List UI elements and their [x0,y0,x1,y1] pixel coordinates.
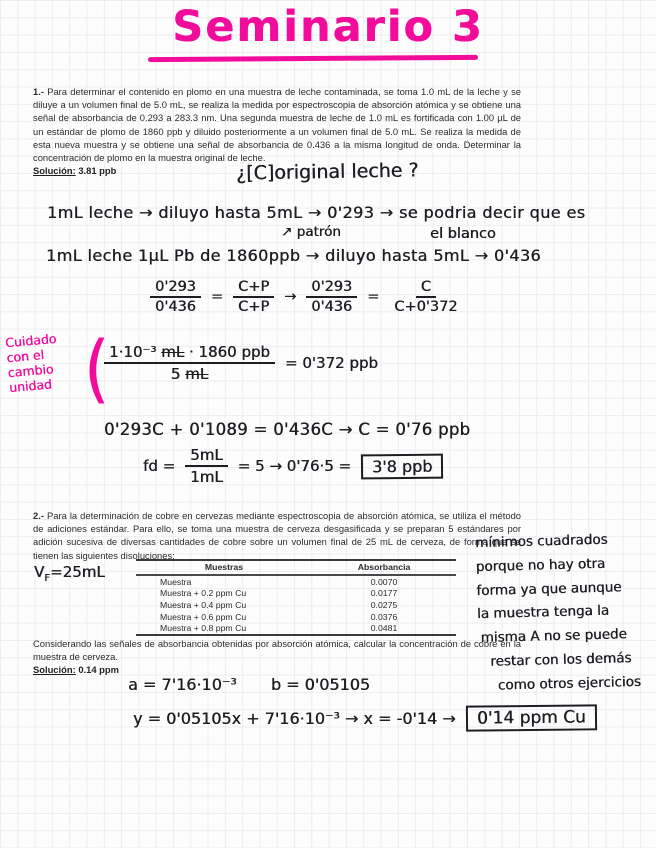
fraction-numerator: C+P [233,279,274,298]
vf-value: =25mL [50,563,105,581]
margin-note-line: forma ya que aunque [476,578,622,599]
absorbance-table [136,559,456,636]
absorbance-value: 0.0376 [370,611,398,622]
work-line-spiked: 1mL leche 1µL Pb de 1860ppb → diluyo hasta 5mL → 0'436 [46,246,541,265]
page-title: Seminario 3 [172,2,484,52]
fraction-numerator: 5mL [185,446,228,467]
equals-sign: = [367,289,380,305]
work-line-final-p1 [143,446,443,486]
problem2-closing: Considerando las señales de absorbancia obtenidas por absorción atómica, calcular la concentración de cobre en la muestra de cerveza. [33,638,521,663]
fraction-dilution-factor [185,446,228,486]
margin-note-line: como otros ejercicios [497,673,642,694]
table-row [136,611,456,623]
problem1-solution-value: 3.81 ppb [78,165,117,177]
cancelled-unit: mL [161,343,185,361]
fraction-numerator: C [416,279,436,298]
problem1-solution-label: Solución: [33,165,76,177]
absorbance-value: 0.0481 [370,623,398,634]
vf-note [34,563,105,584]
vf-subscript: F [44,573,51,584]
caution-brace: ( [84,327,109,413]
calculation-text: = 5 → 0'76·5 = [237,457,352,475]
fraction-denominator: C+P [238,299,270,315]
table-row [136,622,456,635]
problem2-closing-block [33,637,521,675]
fraction-dilution [104,343,275,383]
margin-note-line: la muestra tenga la [476,603,610,623]
coefficient-a: a = 7'16·10⁻³ [128,675,237,694]
coefficient-b: b = 0'05105 [270,675,371,694]
margin-note-line: misma A no se puede [480,626,628,647]
margin-notes [475,528,641,699]
work-line-solve-c: 0'293C + 0'1089 = 0'436C → C = 0'76 ppb [104,420,471,439]
volume-value: 5 [170,365,186,383]
handwritten-question: ¿[C]original leche ? [235,159,419,185]
problem2-number: 2.- [33,510,44,521]
caution-line: Cuidado [4,330,57,351]
absorbance-value: 0.0177 [370,588,398,599]
problem2-block [33,509,521,562]
fraction-concentration-solved [389,279,462,315]
sample-name: Muestra + 0.8 ppm Cu [160,623,247,634]
title-underline [148,55,478,62]
table-row [136,588,456,600]
problem1-number: 1.- [33,86,44,97]
fraction-denominator: 0'436 [155,299,196,315]
ratio-equation [150,279,462,315]
absorbance-value: 0.0070 [370,576,398,587]
boxed-answer-p1: 3'8 ppb [361,453,444,479]
boxed-answer-p2: 0'14 ppm Cu [466,704,597,731]
margin-note-line: porque no hay otra [475,555,606,575]
table-header-absorbancia: Absorbancia [312,560,456,575]
caution-line: cambio [7,361,54,381]
sample-name: Muestra + 0.4 ppm Cu [160,599,247,610]
fraction-absorbances-2 [306,279,357,315]
problem2-solution [33,664,521,675]
fraction-concentrations [233,279,274,315]
dilution-result: = 0'372 ppb [284,354,378,372]
work-line-final-p2 [133,705,596,731]
margin-note-line: mínimos cuadrados [474,531,608,552]
equals-sign: = [210,289,224,305]
concentration-value: · 1860 ppb [184,343,270,361]
problem1-statement [33,85,521,164]
regression-equation: y = 0'05105x + 7'16·10⁻³ → x = -0'14 → [133,708,456,728]
fraction-absorbances [150,279,201,315]
sample-name: Muestra [160,576,192,587]
margin-note-line: restar con los demás [490,650,632,670]
sample-name: Muestra + 0.2 ppm Cu [160,588,247,599]
work-line-dilution-blank: 1mL leche → diluyo hasta 5mL → 0'293 → se podria decir que es [47,203,586,222]
caution-line: con el [5,347,45,366]
volume-value: 1·10⁻³ [109,343,162,361]
problem1-statement-text: Para determinar el contenido en plomo en una muestra de leche contaminada, se toma 1.0 mL de la leche y se diluye a un volumen final de 5.0 mL, se realiza la medida por espectroscopia de absorción atómica y se obtiene una señal de absorbancia de 0.293 a 283.3 nm. Una segunda muestra de leche de 1.0 mL es fortificada con 1.00 µL de un estándar de plomo de 1860 ppb y diluido posteriormente a un volumen final de 5.0 mL. Se realiza la medida de esta nueva muestra y se obtiene una señal de absorbancia de 0.436 a la misma longitud de onda. Determinar la concentración de plomo en la muestra original de leche. [33,86,521,164]
work-line-blank-cont: el blanco [430,226,496,242]
table-row [136,599,456,611]
dilution-factor-label: fd = [143,457,176,475]
fraction-denominator: C+0'372 [394,299,458,315]
fraction-denominator [166,364,213,383]
sample-name: Muestra + 0.6 ppm Cu [160,611,247,622]
fraction-numerator: 0'293 [306,279,357,298]
dilution-calculation [104,343,378,383]
patron-annotation: ↗ patrón [281,224,341,240]
problem2-statement-text: Para la determinación de cobre en cervezas mediante espectroscopia de absorción atómica, se utiliza el método de adiciones estándar. Para ello, se toma una muestra de cerveza desgasificada y se preparan 5 estándares por adición sucesiva de diversas cantidades de cobre sobre un volumen final de 25 mL de cerveza, de forma que se tienen las siguientes disoluciones: [33,510,521,561]
vf-symbol: V [34,563,45,581]
table-header-muestras: Muestras [136,560,312,575]
table-row [136,575,456,588]
fraction-denominator: 1mL [190,468,223,486]
arrow: → [284,289,297,305]
table-header-row [136,560,456,575]
problem2-solution-label: Solución: [33,664,76,676]
fraction-numerator [104,343,275,364]
caution-line: unidad [8,376,53,396]
problem2-solution-value: 0.14 ppm [78,664,119,676]
regression-coefficients [128,675,370,694]
fraction-numerator: 0'293 [150,279,201,298]
cancelled-unit: mL [185,365,209,383]
caution-note [4,331,60,395]
fraction-denominator: 0'436 [311,299,353,315]
absorbance-value: 0.0275 [370,599,398,610]
